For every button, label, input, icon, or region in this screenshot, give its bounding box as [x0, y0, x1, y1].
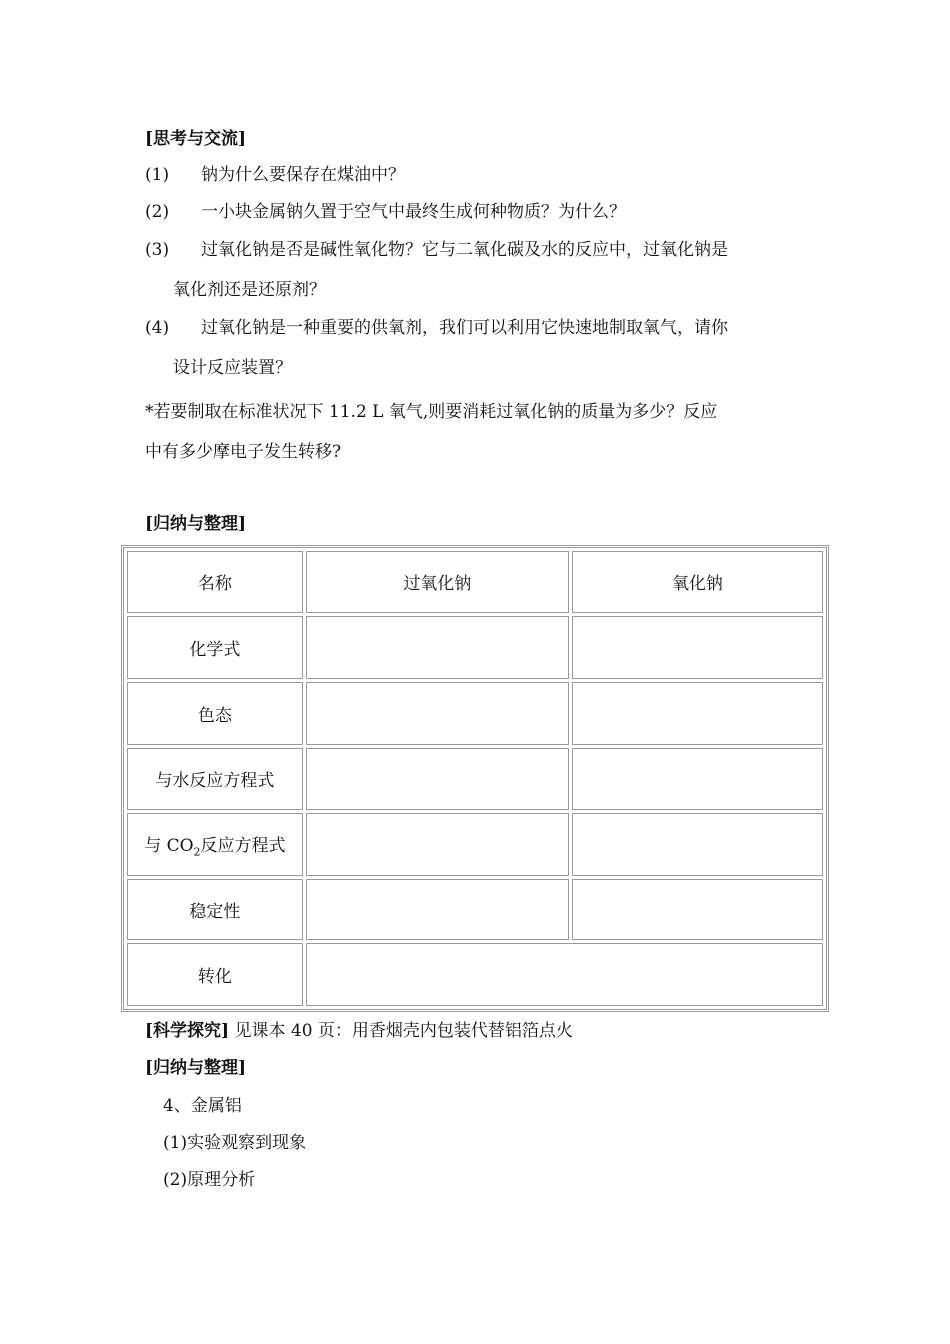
extra-question-line-1: *若要制取在标准状况下 11.2 L 氧气,则要消耗过氧化钠的质量为多少？反应: [145, 402, 718, 422]
empty-cell: [306, 943, 823, 1006]
question-text: 钠为什么要保存在煤油中？: [201, 165, 405, 185]
row-label: 稳定性: [127, 879, 303, 940]
co2-label-subscript: 2: [193, 845, 201, 859]
table-row: [127, 813, 823, 876]
row-label: 与水反应方程式: [127, 748, 303, 811]
empty-cell: [306, 748, 569, 811]
row-label: 色态: [127, 682, 303, 745]
table-header-row: [127, 551, 823, 613]
question-number: (3): [145, 240, 170, 260]
question-text-continuation: 设计反应装置？: [173, 358, 292, 378]
question-number: (2): [145, 202, 170, 222]
question-text: 过氧化钠是一种重要的供氧剂，我们可以利用它快速地制取氧气，请你: [201, 318, 728, 338]
science-explore-line: [145, 1016, 573, 1041]
empty-cell: [572, 616, 823, 679]
comparison-table: [121, 545, 829, 1012]
section-heading-science-explore: [科学探究]: [145, 1021, 230, 1041]
co2-label-prefix: 与 CO: [144, 836, 194, 857]
section-heading-think-discuss: [思考与交流]: [145, 129, 247, 149]
table-header-cell: 名称: [127, 551, 303, 613]
table-row: [127, 682, 823, 745]
question-text: 过氧化钠是否是碱性氧化物？它与二氧化碳及水的反应中，过氧化钠是: [201, 240, 728, 260]
question-number: (1): [145, 165, 170, 185]
question-text-continuation: 氧化剂还是还原剂？: [173, 280, 326, 300]
question-2: [145, 192, 815, 232]
table-header-cell: 氧化钠: [572, 551, 823, 613]
empty-cell: [306, 879, 569, 940]
empty-cell: [572, 748, 823, 811]
row-label: 转化: [127, 943, 303, 1006]
co2-label-suffix: 反应方程式: [200, 836, 286, 857]
question-number: (4): [145, 318, 170, 338]
question-text: 一小块金属钠久置于空气中最终生成何种物质？为什么？: [201, 202, 626, 222]
extra-question-line-2: 中有多少摩电子发生转移?: [145, 442, 342, 462]
row-label: 化学式: [127, 616, 303, 679]
empty-cell: [572, 879, 823, 940]
empty-cell: [306, 682, 569, 745]
question-4: [145, 308, 815, 388]
empty-cell: [306, 813, 569, 876]
table-header-cell: 过氧化钠: [306, 551, 569, 613]
question-3: [145, 230, 815, 310]
table-row: [127, 748, 823, 811]
sub-item-analysis: (2)原理分析: [163, 1170, 256, 1190]
empty-cell: [306, 616, 569, 679]
science-explore-text: 见课本 40 页：用香烟壳内包装代替铝箔点火: [229, 1021, 573, 1041]
question-1: [145, 155, 815, 195]
list-item-aluminum: 4、金属铝: [163, 1096, 242, 1116]
table-row: [127, 616, 823, 679]
section-heading-summary: [归纳与整理]: [145, 514, 247, 534]
empty-cell: [572, 682, 823, 745]
sub-item-observation: (1)实验观察到现象: [163, 1133, 307, 1153]
row-label: [127, 813, 303, 876]
section-heading-summary-2: [归纳与整理]: [145, 1058, 247, 1078]
table-row: [127, 879, 823, 940]
table-row: [127, 943, 823, 1006]
empty-cell: [572, 813, 823, 876]
